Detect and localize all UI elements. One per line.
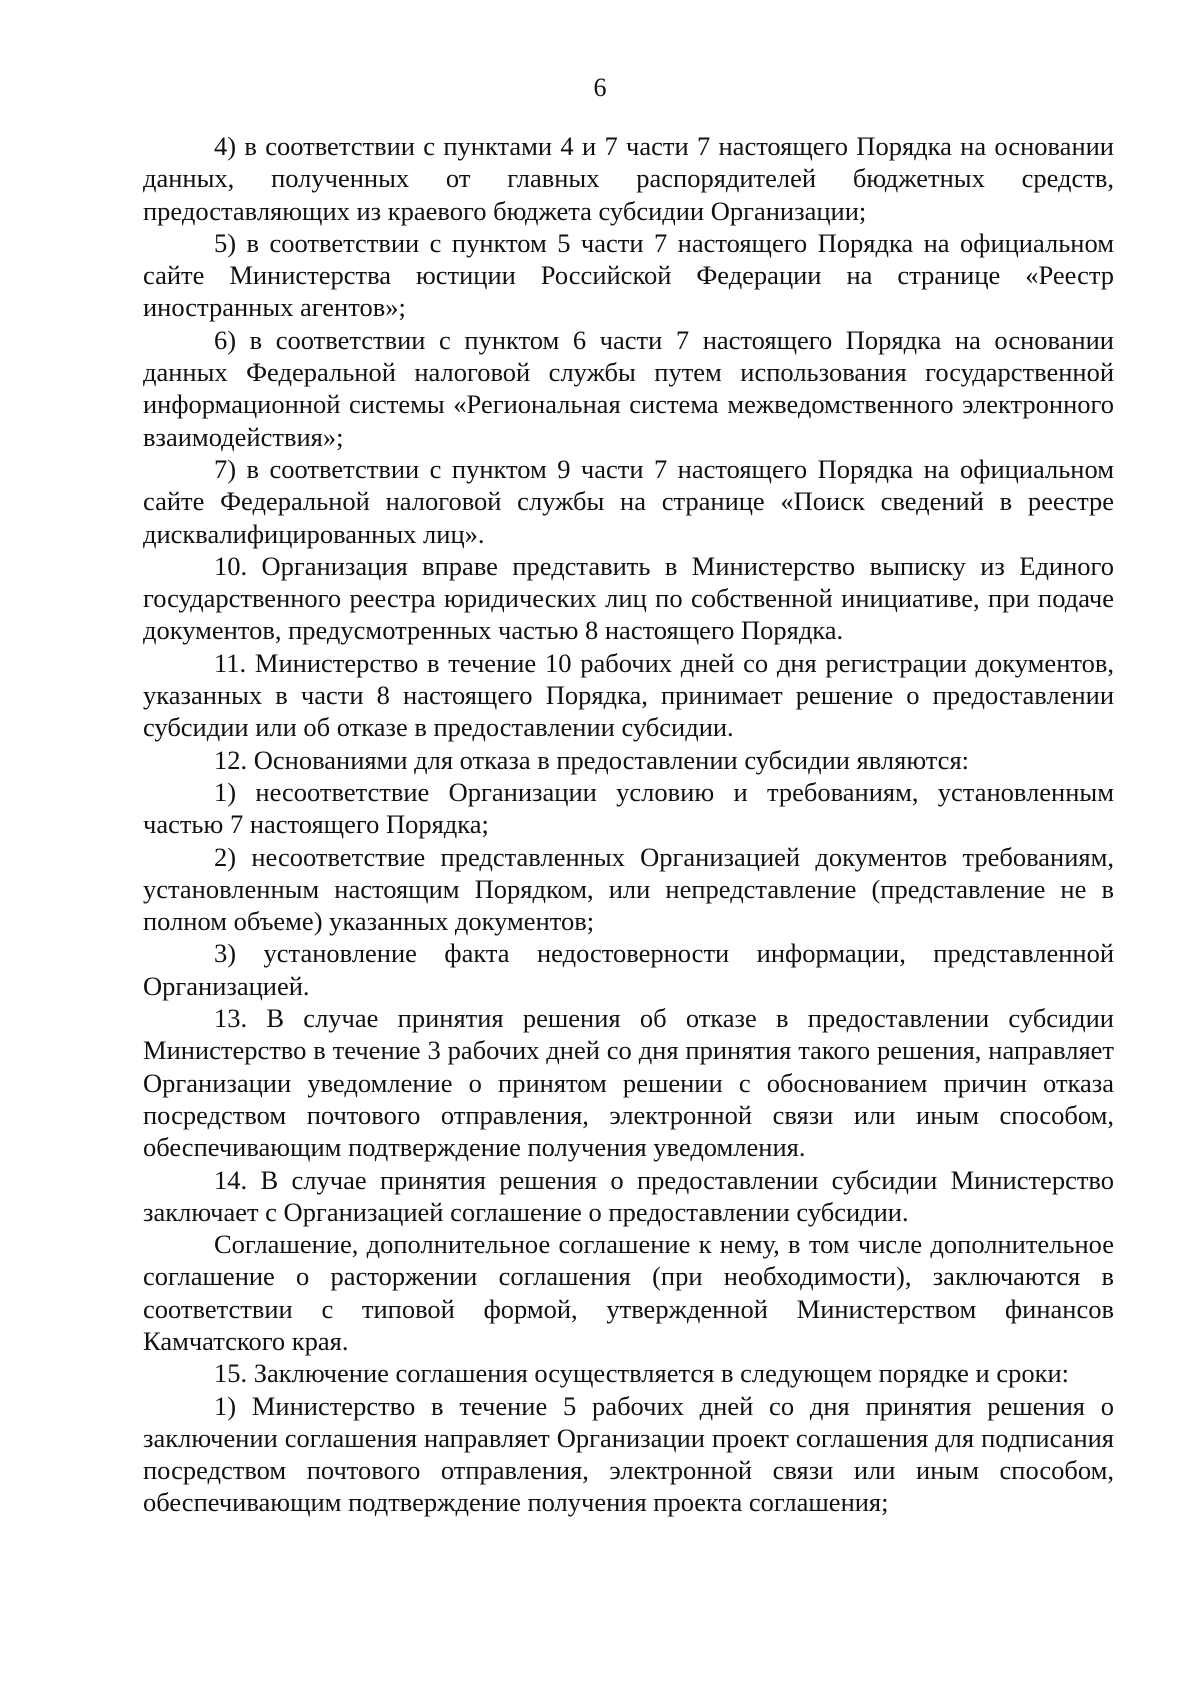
paragraph-part-14-agreement: Соглашение, дополнительное соглашение к нему, в том числе дополнительное соглашение о расторжении соглашения (при необходимости), заключаются в соответствии с типовой формой, утвержденной Министерством финансов Камчатского края. [143, 1229, 1114, 1356]
paragraph-part-13: 13. В случае принятия решения об отказе в предоставлении субсидии Министерство в течение 3 рабочих дней со дня принятия такого решения, направляет Организации уведомление о принятом решении с обоснованием причин отказа посредством почтового отправления, электронной связи или иным способом, обеспечивающим подтверждение получения уведомления. [143, 1003, 1114, 1163]
document-body [143, 130, 1114, 1519]
paragraph-part-12-item-1: 1) несоответствие Организации условию и требованиям, установленным частью 7 настоящего Порядка; [143, 776, 1114, 840]
paragraph-item-5: 5) в соответствии с пунктом 5 части 7 настоящего Порядка на официальном сайте Министерства юстиции Российской Федерации на странице «Реестр иностранных агентов»; [143, 227, 1114, 323]
paragraph-part-10: 10. Организация вправе представить в Министерство выписку из Единого государственного реестра юридических лиц по собственной инициативе, при подаче документов, предусмотренных частью 8 настоящего Порядка. [143, 550, 1114, 646]
paragraph-part-15: 15. Заключение соглашения осуществляется в следующем порядке и сроки: [214, 1358, 1070, 1389]
paragraph-part-12-item-2: 2) несоответствие представленных Организацией документов требованиям, установленным настоящим Порядком, или непредставление (представление не в полном объеме) указанных документов; [143, 841, 1114, 937]
paragraph-part-15-item-1: 1) Министерство в течение 5 рабочих дней со дня принятия решения о заключении соглашения направляет Организации проект соглашения для подписания посредством почтового отправления, электронной связи или иным способом, обеспечивающим подтверждение получения проекта соглашения; [143, 1390, 1114, 1518]
paragraph-part-14: 14. В случае принятия решения о предоставлении субсидии Министерство заключает с Организацией соглашение о предоставлении субсидии. [143, 1164, 1114, 1227]
paragraph-part-12: 12. Основаниями для отказа в предоставлении субсидии являются: [214, 744, 969, 775]
paragraph-item-6: 6) в соответствии с пунктом 6 части 7 настоящего Порядка на основании данных Федеральной налоговой службы путем использования государственной информационной системы «Региональная система межведомственного электронного взаимодействия»; [143, 324, 1114, 452]
paragraph-part-12-item-3: 3) установление факта недостоверности информации, представленной Организацией. [143, 938, 1114, 1001]
paragraph-item-4: 4) в соответствии с пунктами 4 и 7 части 7 настоящего Порядка на основании данных, полученных от главных распорядителей бюджетных средств, предоставляющих из краевого бюджета субсидии Организации; [143, 131, 1114, 226]
paragraph-item-7: 7) в соответствии с пунктом 9 части 7 настоящего Порядка на официальном сайте Федеральной налоговой службы на странице «Поиск сведений в реестре дисквалифицированных лиц». [143, 453, 1114, 549]
page-number: 6 [593, 73, 607, 102]
paragraph-part-11: 11. Министерство в течение 10 рабочих дней со дня регистрации документов, указанных в части 8 настоящего Порядка, принимает решение о предоставлении субсидии или об отказе в предоставлении субсидии. [143, 647, 1114, 743]
